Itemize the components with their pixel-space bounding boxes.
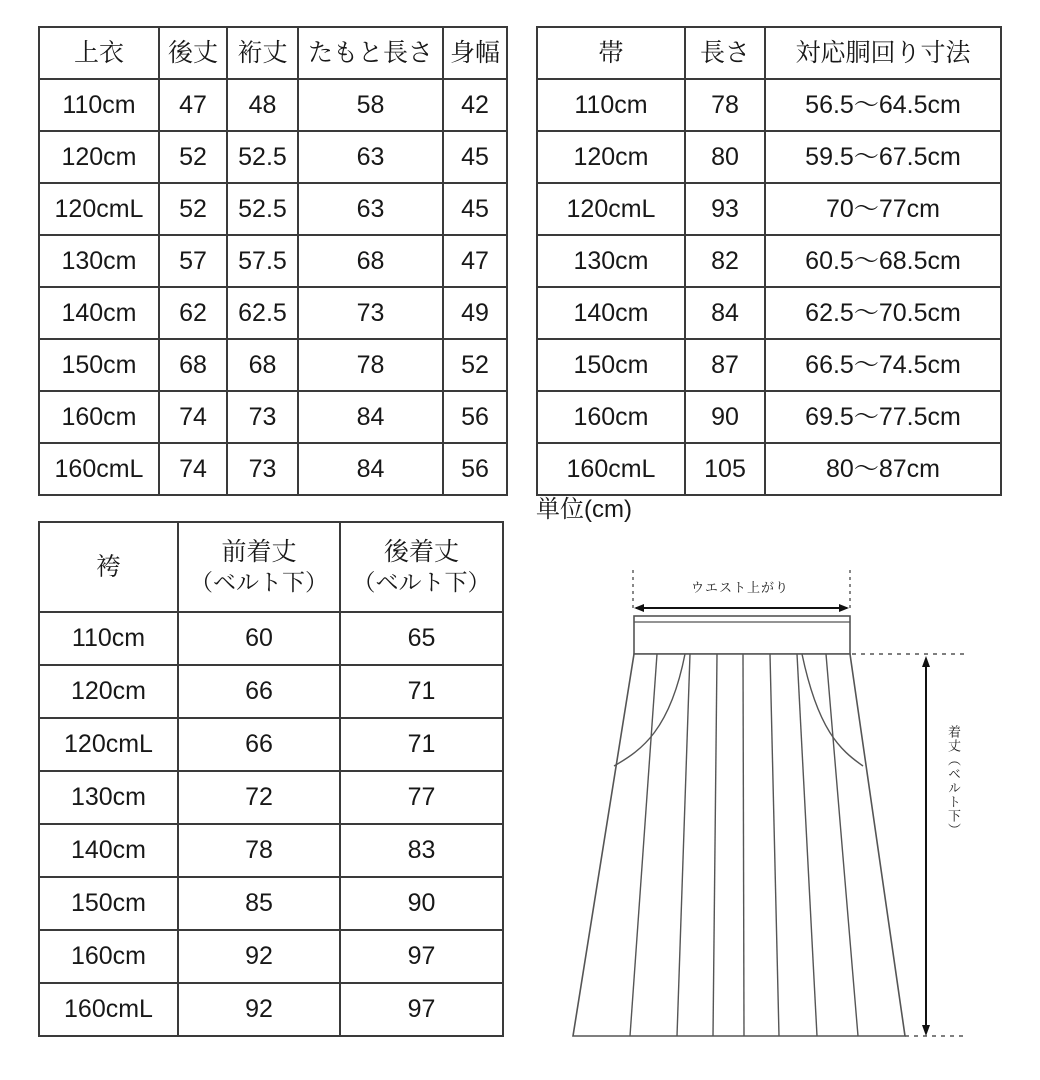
cell-value: 84 <box>298 443 443 495</box>
header-line-primary: 後着丈 <box>383 538 459 567</box>
cell-value: 70〜77cm <box>765 183 1001 235</box>
table-row <box>39 79 507 131</box>
cell-size: 110cm <box>39 79 159 131</box>
cell-value: 68 <box>298 235 443 287</box>
cell-value: 60.5〜68.5cm <box>765 235 1001 287</box>
cell-size: 160cmL <box>537 443 685 495</box>
table-row <box>39 930 503 983</box>
table-row <box>537 131 1001 183</box>
table-row <box>537 391 1001 443</box>
cell-size: 160cmL <box>39 443 159 495</box>
cell-value: 58 <box>298 79 443 131</box>
cell-size: 130cm <box>39 771 178 824</box>
table-row <box>537 339 1001 391</box>
hakama-size-table <box>38 521 504 1037</box>
cell-value: 84 <box>298 391 443 443</box>
cell-value: 83 <box>340 824 503 877</box>
column-header-sleeve-pocket-length: たもと長さ <box>298 27 443 79</box>
table-row <box>39 131 507 183</box>
cell-value: 52 <box>443 339 507 391</box>
table-header-row <box>39 522 503 612</box>
arrow-head-top <box>922 656 930 667</box>
cell-value: 82 <box>685 235 765 287</box>
cell-value: 80〜87cm <box>765 443 1001 495</box>
cell-size: 160cm <box>537 391 685 443</box>
cell-value: 71 <box>340 665 503 718</box>
cell-value: 56 <box>443 391 507 443</box>
header-line-primary: 前着丈 <box>221 538 297 567</box>
table-row <box>39 287 507 339</box>
cell-value: 105 <box>685 443 765 495</box>
cell-value: 85 <box>178 877 340 930</box>
table-row <box>39 235 507 287</box>
cell-value: 73 <box>298 287 443 339</box>
cell-value: 92 <box>178 930 340 983</box>
cell-value: 45 <box>443 131 507 183</box>
cell-value: 92 <box>178 983 340 1036</box>
cell-value: 56 <box>443 443 507 495</box>
cell-value: 68 <box>159 339 227 391</box>
cell-value: 57 <box>159 235 227 287</box>
cell-value: 52 <box>159 131 227 183</box>
cell-value: 97 <box>340 930 503 983</box>
table-row <box>537 443 1001 495</box>
cell-value: 45 <box>443 183 507 235</box>
cell-value: 90 <box>685 391 765 443</box>
table-row <box>39 771 503 824</box>
cell-value: 97 <box>340 983 503 1036</box>
cell-value: 69.5〜77.5cm <box>765 391 1001 443</box>
cell-value: 63 <box>298 131 443 183</box>
table-row <box>39 612 503 665</box>
cell-value: 80 <box>685 131 765 183</box>
column-header-hakama: 袴 <box>39 522 178 612</box>
cell-size: 140cm <box>39 287 159 339</box>
cell-value: 66.5〜74.5cm <box>765 339 1001 391</box>
table-row <box>39 339 507 391</box>
pleat-line <box>743 654 744 1036</box>
table-row <box>39 183 507 235</box>
cell-size: 120cm <box>537 131 685 183</box>
column-header-front-length <box>178 522 340 612</box>
cell-value: 60 <box>178 612 340 665</box>
header-line-secondary: （ベルト下） <box>352 569 491 596</box>
table-row <box>39 391 507 443</box>
table-row <box>537 79 1001 131</box>
cell-value: 47 <box>159 79 227 131</box>
cell-value: 62.5 <box>227 287 298 339</box>
cell-size: 120cm <box>39 131 159 183</box>
cell-size: 160cm <box>39 391 159 443</box>
upper-garment-size-table <box>38 26 508 496</box>
cell-value: 48 <box>227 79 298 131</box>
cell-value: 68 <box>227 339 298 391</box>
cell-value: 73 <box>227 443 298 495</box>
waist-measure-label: ウエスト上がり <box>690 580 789 595</box>
cell-size: 120cmL <box>537 183 685 235</box>
cell-size: 130cm <box>537 235 685 287</box>
cell-size: 130cm <box>39 235 159 287</box>
cell-value: 72 <box>178 771 340 824</box>
cell-value: 59.5〜67.5cm <box>765 131 1001 183</box>
cell-value: 77 <box>340 771 503 824</box>
table-row <box>537 235 1001 287</box>
table-header-row <box>537 27 1001 79</box>
cell-value: 57.5 <box>227 235 298 287</box>
arrow-head-bottom <box>922 1025 930 1036</box>
column-header-body-width: 身幅 <box>443 27 507 79</box>
cell-value: 73 <box>227 391 298 443</box>
cell-value: 74 <box>159 391 227 443</box>
table-row <box>39 983 503 1036</box>
cell-size: 160cmL <box>39 983 178 1036</box>
header-line-secondary: （ベルト下） <box>190 569 328 596</box>
cell-value: 63 <box>298 183 443 235</box>
cell-size: 140cm <box>537 287 685 339</box>
cell-value: 56.5〜64.5cm <box>765 79 1001 131</box>
column-header-back-length: 後丈 <box>159 27 227 79</box>
cell-value: 78 <box>178 824 340 877</box>
table-header-row <box>39 27 507 79</box>
cell-size: 110cm <box>537 79 685 131</box>
hakama-skirt-outline <box>573 654 905 1036</box>
table-row <box>39 443 507 495</box>
table-row <box>537 287 1001 339</box>
hakama-measurement-diagram <box>530 550 1040 1070</box>
cell-size: 120cmL <box>39 718 178 771</box>
cell-value: 52.5 <box>227 183 298 235</box>
table-row <box>537 183 1001 235</box>
cell-size: 140cm <box>39 824 178 877</box>
cell-value: 93 <box>685 183 765 235</box>
cell-value: 87 <box>685 339 765 391</box>
cell-size: 120cmL <box>39 183 159 235</box>
cell-value: 62.5〜70.5cm <box>765 287 1001 339</box>
arrow-head-left <box>634 604 644 612</box>
cell-value: 66 <box>178 665 340 718</box>
cell-value: 52 <box>159 183 227 235</box>
cell-value: 71 <box>340 718 503 771</box>
arrow-head-right <box>839 604 849 612</box>
table-row <box>39 665 503 718</box>
column-header-garment: 上衣 <box>39 27 159 79</box>
cell-value: 52.5 <box>227 131 298 183</box>
column-header-back-length <box>340 522 503 612</box>
table-row <box>39 824 503 877</box>
column-header-sleeve-width: 裄丈 <box>227 27 298 79</box>
cell-value: 47 <box>443 235 507 287</box>
cell-size: 150cm <box>537 339 685 391</box>
cell-value: 78 <box>298 339 443 391</box>
table-row <box>39 718 503 771</box>
cell-value: 90 <box>340 877 503 930</box>
cell-value: 74 <box>159 443 227 495</box>
table-row <box>39 877 503 930</box>
cell-size: 160cm <box>39 930 178 983</box>
cell-size: 120cm <box>39 665 178 718</box>
cell-value: 66 <box>178 718 340 771</box>
unit-caption: 単位(cm) <box>536 496 632 523</box>
column-header-waist-range: 対応胴回り寸法 <box>765 27 1001 79</box>
cell-value: 62 <box>159 287 227 339</box>
cell-value: 78 <box>685 79 765 131</box>
cell-size: 110cm <box>39 612 178 665</box>
length-measure-label: 着丈（ベルト下） <box>946 725 961 837</box>
cell-value: 84 <box>685 287 765 339</box>
column-header-obi: 帯 <box>537 27 685 79</box>
cell-value: 42 <box>443 79 507 131</box>
cell-size: 150cm <box>39 877 178 930</box>
column-header-length: 長さ <box>685 27 765 79</box>
obi-size-table <box>536 26 1002 496</box>
cell-size: 150cm <box>39 339 159 391</box>
cell-value: 49 <box>443 287 507 339</box>
cell-value: 65 <box>340 612 503 665</box>
